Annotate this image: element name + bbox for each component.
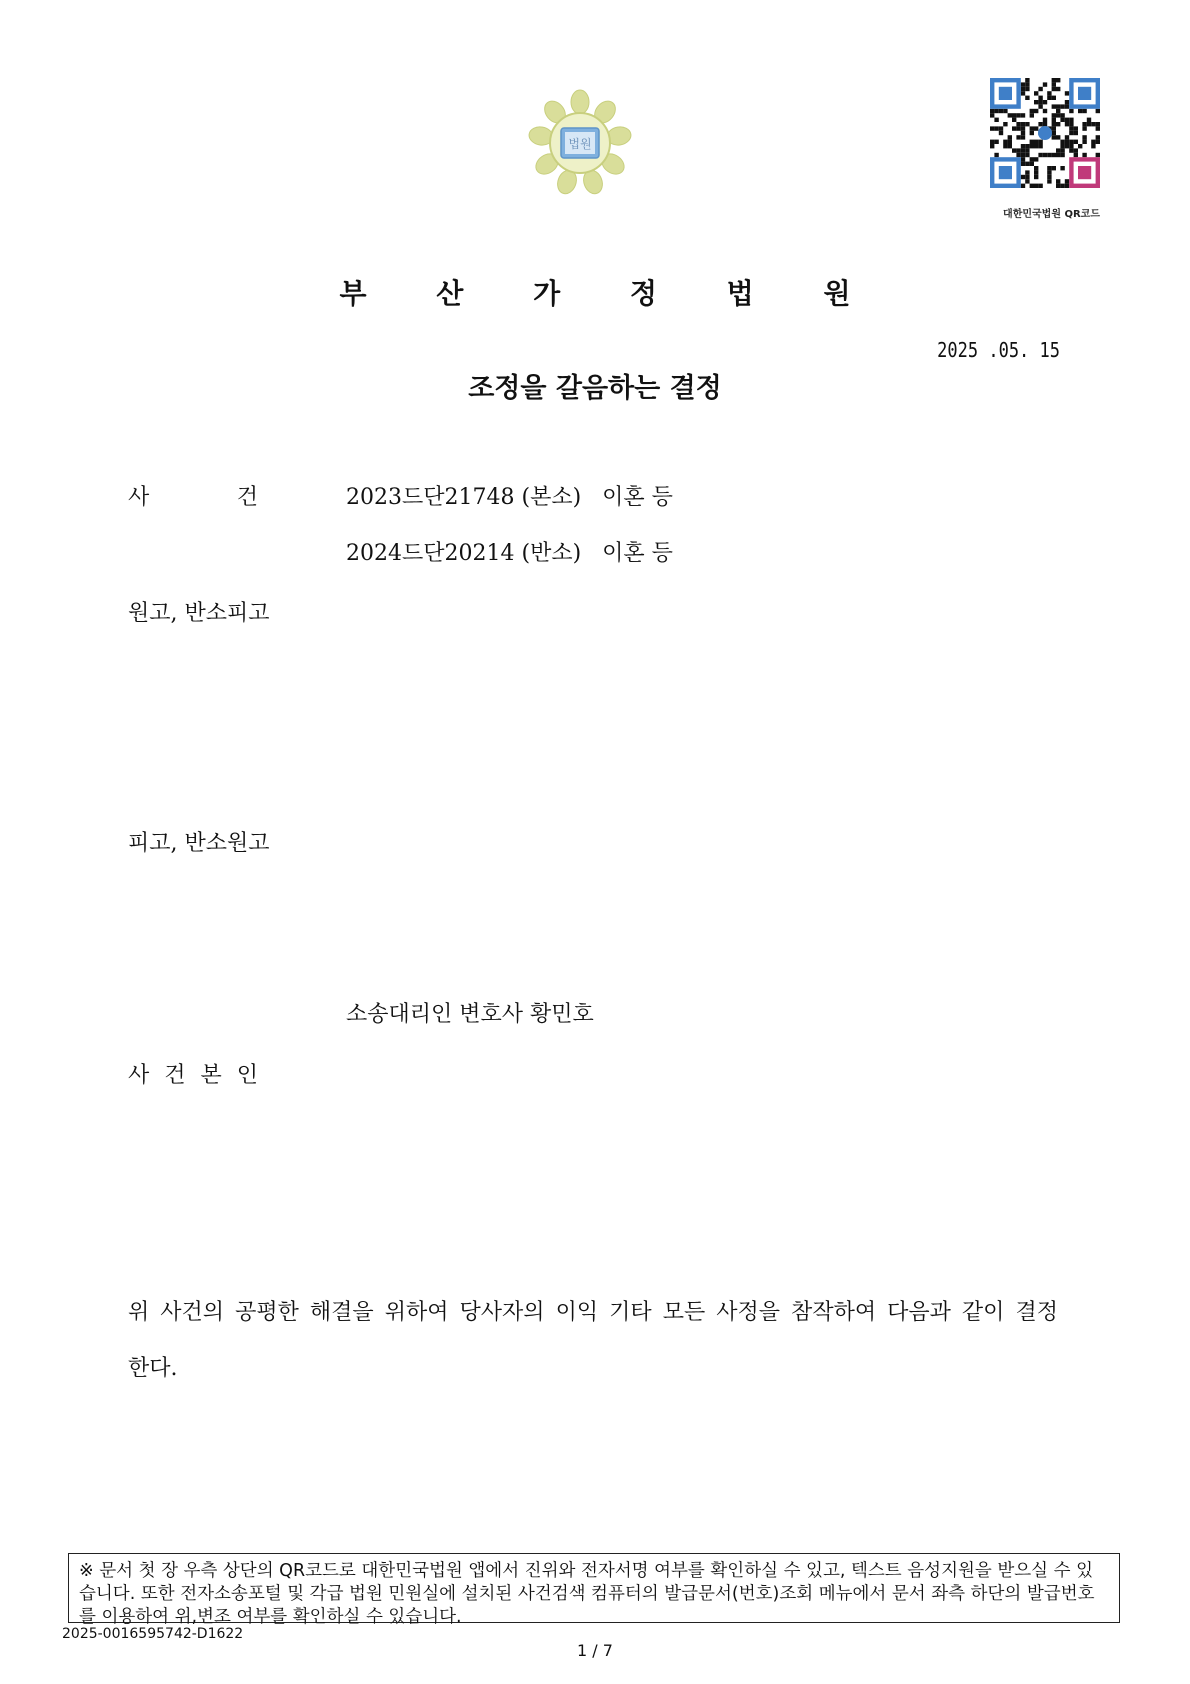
emblem-text: 법원 (568, 137, 592, 151)
case-number: 2024드단20214 (346, 541, 515, 566)
decision-body-text: 위 사건의 공평한 해결을 위하여 당사자의 이익 기타 모든 사정을 참작하여 다음과 같이 결정한다. (128, 1300, 1058, 1381)
case-name: 이혼 등 (602, 485, 673, 510)
case-number: 2023드단21748 (346, 485, 515, 510)
court-emblem-icon (525, 88, 635, 198)
document-title: 조정을 갈음하는 결정 (468, 373, 722, 404)
qr-code-icon (990, 78, 1100, 188)
case-row (346, 536, 673, 567)
verification-notice: ※ 문서 첫 장 우측 상단의 QR코드로 대한민국법원 앱에서 진위와 전자서명 여부를 확인하실 수 있고, 텍스트 음성지원을 받으실 수 있습니다. 또한 전자소송포털 및 각급 법원 민원실에 설치된 사건검색 컴퓨터의 발급문서(번호)조회 메뉴에서 문서 좌측 하단의 발급번호를 이용하여 위,변조 여부를 확인하실 수 있습니다. (68, 1553, 1120, 1623)
principal-label-char: 본 (200, 1063, 222, 1088)
defendant-label: 피고, 반소원고 (128, 831, 270, 856)
principal-label-char: 인 (236, 1063, 258, 1088)
case-type: (반소) (521, 541, 582, 566)
page-number: 1 / 7 (577, 1641, 613, 1660)
court-name: 부 산 가 정 법 원 (339, 277, 881, 310)
principal-label-char: 사 (128, 1063, 150, 1088)
principal-label (128, 1058, 258, 1089)
qr-caption: 대한민국법원 QR코드 (1003, 209, 1100, 220)
decision-date: 2025 .05. 15 (937, 338, 1060, 362)
case-label-char: 건 (236, 485, 258, 510)
plaintiff-label: 원고, 반소피고 (128, 601, 270, 626)
case-type: (본소) (521, 485, 582, 510)
issue-number: 2025-0016595742-D1622 (62, 1626, 244, 1642)
counsel-name: 소송대리인 변호사 황민호 (346, 1002, 594, 1027)
case-label-char: 사 (128, 485, 150, 510)
case-name: 이혼 등 (602, 541, 673, 566)
case-row (346, 480, 673, 511)
principal-label-char: 건 (164, 1063, 186, 1088)
case-label (128, 480, 258, 511)
